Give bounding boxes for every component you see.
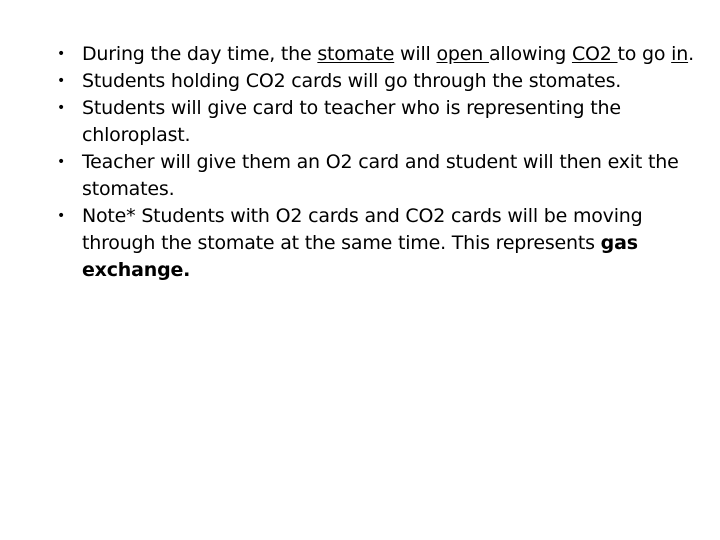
bullet-item <box>54 149 714 203</box>
bullet-text-segment: allowing <box>488 43 572 65</box>
bullet-text-segment: open <box>436 43 489 65</box>
bullet-text-segment: gas exchange. <box>82 232 638 281</box>
bullet-item <box>54 41 714 68</box>
bullet-text-segment: in <box>671 43 689 65</box>
bullet-item <box>54 203 714 284</box>
bullet-text-segment: . <box>688 43 694 65</box>
bullet-text-segment: will <box>394 43 437 65</box>
bullet-dot-icon: • <box>57 46 66 62</box>
bullet-text-segment: Note* Students with O2 cards and CO2 cards will be moving through the stomate at the same time. This represents <box>82 205 643 254</box>
bullet-text-segment: During the day time, the <box>82 43 318 65</box>
bullet-text-segment: Students holding CO2 cards will go through the stomates. <box>82 70 622 92</box>
bullet-item <box>54 68 714 95</box>
bullet-dot-icon: • <box>57 208 66 224</box>
bullet-item <box>54 95 714 149</box>
bullet-text-segment: stomate <box>317 43 395 65</box>
bullet-dot-icon: • <box>57 100 66 116</box>
bullet-dot-icon: • <box>57 154 66 170</box>
bullet-text-segment: Teacher will give them an O2 card and student will then exit the stomates. <box>82 151 679 200</box>
bullet-list <box>54 41 714 284</box>
bullet-text-segment: to go <box>617 43 672 65</box>
bullet-text-segment: Students will give card to teacher who is representing the chloroplast. <box>82 97 621 146</box>
bullet-text-segment: CO2 <box>571 43 618 65</box>
bullet-dot-icon: • <box>57 73 66 89</box>
